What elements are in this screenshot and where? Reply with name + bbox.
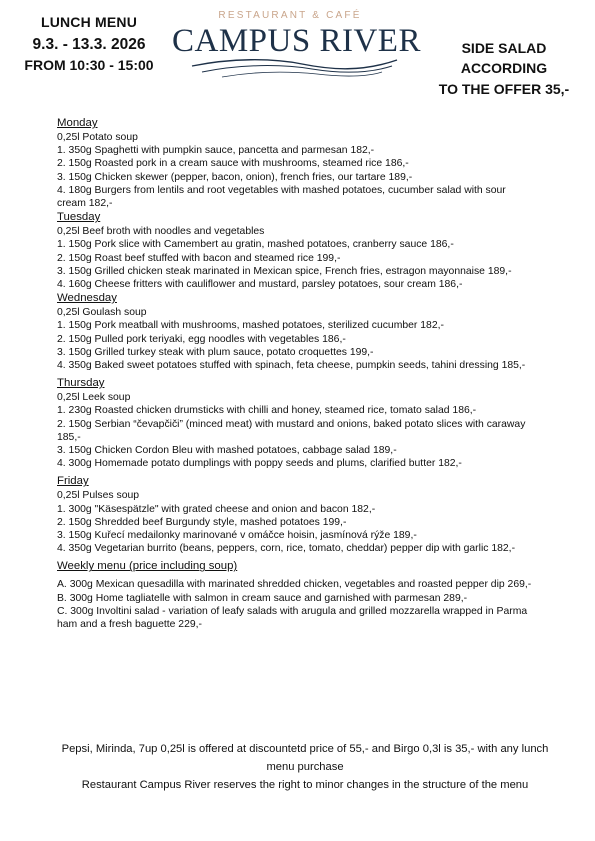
side-salad-line-2: TO THE OFFER 35,- bbox=[438, 80, 570, 97]
day-title: Monday bbox=[57, 117, 98, 129]
side-salad-line-1: SIDE SALAD ACCORDING bbox=[460, 40, 548, 77]
restaurant-logo bbox=[172, 10, 421, 82]
side-salad-note bbox=[418, 38, 590, 99]
menu-header bbox=[14, 14, 164, 74]
weekly-item: B. 300g Home tagliatelle with salmon in cream sauce and garnished with parmesan 289,- bbox=[57, 592, 468, 604]
weekly-menu-title: Weekly menu (price including soup) bbox=[57, 560, 238, 573]
logo-river-wave-icon bbox=[172, 54, 408, 82]
menu-hours: FROM 10:30 - 15:00 bbox=[24, 56, 154, 73]
day-title: Tuesday bbox=[57, 211, 101, 224]
day-soup: 0,25l Leek soup bbox=[57, 392, 131, 404]
menu-body bbox=[57, 116, 537, 631]
menu-item: 1. 150g Pork meatball with mushrooms, mashed potatoes, sterilized cucumber 182,- bbox=[57, 320, 444, 332]
day-soup: 0,25l Pulses soup bbox=[57, 490, 140, 502]
menu-item: 4. 350g Vegetarian burrito (beans, peppers, corn, rice, tomato, cheddar) pepper dip with garlic 182,- bbox=[57, 543, 516, 555]
menu-item: 4. 160g Cheese fritters with cauliflower and mustard, parsley potatoes, sour cream 186,- bbox=[57, 279, 463, 291]
menu-item: 3. 150g Grilled chicken steak marinated in Mexican spice, French fries, estragon mayonnaise 189,- bbox=[57, 265, 512, 277]
drinks-offer: Pepsi, Mirinda, 7up 0,25l is offered at discountetd price of 55,- and Birgo 0,3l is 35,- with any lunch menu purchase bbox=[61, 743, 549, 773]
weekly-item: C. 300g Involtini salad - variation of leafy salads with arugula and grilled mozzarella wrapped in Parma ham and a fresh baguette 229,- bbox=[57, 605, 528, 631]
day-title: Thursday bbox=[57, 377, 105, 390]
day-section-thursday bbox=[57, 376, 537, 470]
menu-item: 3. 150g Kuřecí medailonky marinované v omáčce hoisin, jasmínová rýže 189,- bbox=[57, 530, 417, 542]
day-section-monday bbox=[57, 116, 537, 210]
menu-footer bbox=[50, 740, 560, 794]
menu-item: 2. 150g Roast beef stuffed with bacon and steamed rice 199,- bbox=[57, 252, 341, 264]
day-soup: 0,25l Goulash soup bbox=[57, 307, 147, 319]
menu-dates: 9.3. - 13.3. 2026 bbox=[32, 35, 146, 53]
menu-item: 3. 150g Grilled turkey steak with plum sauce, potato croquettes 199,- bbox=[57, 346, 374, 358]
day-section-tuesday bbox=[57, 210, 537, 291]
day-soup: 0,25l Potato soup bbox=[57, 132, 138, 143]
weekly-item: A. 300g Mexican quesadilla with marinated shredded chicken, vegetables and roasted pepper dip 269,- bbox=[57, 579, 532, 591]
day-title: Wednesday bbox=[57, 292, 117, 305]
day-soup: 0,25l Beef broth with noodles and vegetables bbox=[57, 226, 265, 238]
changes-notice: Restaurant Campus River reserves the right to minor changes in the structure of the menu bbox=[81, 779, 529, 791]
menu-item: 2. 150g Serbian “čevapčiči” (minced meat) with mustard and onions, baked potato slices with caraway 185,- bbox=[57, 418, 526, 443]
logo-tagline: RESTAURANT & CAFÉ bbox=[218, 10, 362, 21]
menu-item: 1. 230g Roasted chicken drumsticks with chilli and honey, steamed rice, tomato salad 186,- bbox=[57, 405, 477, 417]
day-section-friday bbox=[57, 474, 537, 555]
day-section-wednesday bbox=[57, 291, 537, 372]
menu-item: 3. 150g Chicken Cordon Bleu with mashed potatoes, cabbage salad 189,- bbox=[57, 445, 397, 457]
menu-label: LUNCH MENU bbox=[40, 14, 138, 30]
menu-item: 3. 150g Chicken skewer (pepper, bacon, onion), french fries, our tartare 189,- bbox=[57, 171, 413, 183]
day-title: Friday bbox=[57, 475, 89, 488]
menu-item: 1. 300g "Käsespätzle" with grated cheese and onion and bacon 182,- bbox=[57, 503, 376, 515]
logo-name: CAMPUS RIVER bbox=[172, 23, 421, 59]
weekly-menu-section bbox=[57, 559, 537, 631]
menu-item: 2. 150g Shredded beef Burgundy style, mashed potatoes 199,- bbox=[57, 516, 347, 528]
menu-item: 4. 300g Homemade potato dumplings with poppy seeds and plums, clarified butter 182,- bbox=[57, 458, 462, 470]
menu-item: 1. 150g Pork slice with Camembert au gratin, mashed potatoes, cranberry sauce 186,- bbox=[57, 239, 454, 251]
menu-item: 2. 150g Pulled pork teriyaki, egg noodles with vegetables 186,- bbox=[57, 333, 346, 345]
menu-item: 1. 350g Spaghetti with pumpkin sauce, pancetta and parmesan 182,- bbox=[57, 145, 375, 157]
menu-item: 4. 180g Burgers from lentils and root vegetables with mashed potatoes, cucumber salad with sour cream 182,- bbox=[57, 184, 506, 210]
menu-item: 4. 350g Baked sweet potatoes stuffed with spinach, feta cheese, pumpkin seeds, tahini dressing 185,- bbox=[57, 360, 526, 372]
menu-item: 2. 150g Roasted pork in a cream sauce with mushrooms, steamed rice 186,- bbox=[57, 158, 409, 170]
